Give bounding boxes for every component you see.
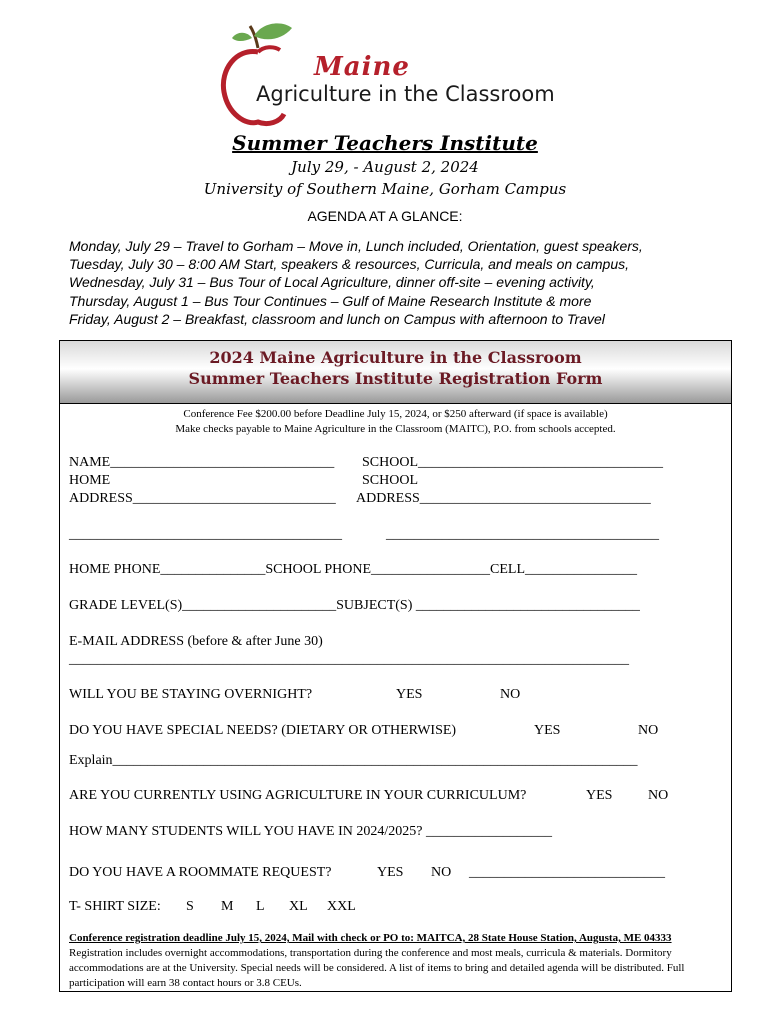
- roommate-yes[interactable]: YES: [377, 865, 404, 880]
- home-address-line[interactable]: _______________________________________: [69, 527, 342, 542]
- school-address-field[interactable]: ADDRESS_________________________________: [356, 491, 651, 506]
- page-title: Summer Teachers Institute: [232, 131, 538, 155]
- curriculum-no[interactable]: NO: [648, 788, 669, 803]
- size-m[interactable]: M: [221, 899, 234, 914]
- size-xl[interactable]: XL: [289, 899, 308, 914]
- agenda-label: AGENDA AT A GLANCE:: [307, 208, 463, 224]
- roommate-no[interactable]: NO: [431, 865, 452, 880]
- school-address-line[interactable]: _______________________________________: [386, 527, 659, 542]
- agenda-item: Monday, July 29 – Travel to Gorham – Move in, Lunch included, Orientation, guest speakers,: [69, 238, 643, 254]
- curriculum-yes[interactable]: YES: [586, 788, 613, 803]
- agenda-list: [69, 237, 719, 328]
- special-needs-question: DO YOU HAVE SPECIAL NEEDS? (DIETARY OR OTHERWISE): [69, 723, 457, 738]
- overnight-question: WILL YOU BE STAYING OVERNIGHT?: [69, 687, 313, 702]
- form-header: [60, 341, 731, 404]
- size-xxl[interactable]: XXL: [327, 899, 356, 914]
- registration-info: Registration includes overnight accommodations, transportation during the conference and most meals, curricula & materials. Dormitory accommodations are at the University. Special needs will be considered. A list of items to bring and detailed agenda will be distributed. Full participation will earn 38 contact hours or 3.8 CEUs.: [69, 947, 685, 989]
- logo-maine-text: Maine: [314, 52, 410, 82]
- phone-fields[interactable]: HOME PHONE_______________SCHOOL PHONE_________________CELL________________: [69, 562, 638, 577]
- special-needs-yes[interactable]: YES: [534, 723, 561, 738]
- form-subtitle: Summer Teachers Institute Registration Form: [188, 369, 603, 388]
- explain-field[interactable]: Explain___________________________________________________________________________: [69, 753, 638, 768]
- curriculum-question: ARE YOU CURRENTLY USING AGRICULTURE IN YOUR CURRICULUM?: [69, 788, 527, 803]
- maitc-logo: [218, 18, 558, 130]
- name-field[interactable]: NAME________________________________: [69, 455, 335, 470]
- agenda-item: Wednesday, July 31 – Bus Tour of Local Agriculture, dinner off-site – evening activity,: [69, 274, 595, 291]
- event-dates: July 29, - August 2, 2024: [291, 158, 479, 176]
- agenda-item: Thursday, August 1 – Bus Tour Continues – Gulf of Maine Research Institute & more: [69, 292, 592, 309]
- students-field[interactable]: HOW MANY STUDENTS WILL YOU HAVE IN 2024/2025? __________________: [69, 824, 552, 839]
- home-label: HOME: [69, 473, 111, 488]
- payment-text: Make checks payable to Maine Agriculture in the Classroom (MAITC), P.O. from schools accepted.: [175, 423, 616, 435]
- form-footer: [69, 931, 719, 991]
- logo-tagline: Agriculture in the Classroom: [256, 82, 555, 106]
- size-l[interactable]: L: [256, 899, 265, 914]
- roommate-field[interactable]: ____________________________: [469, 865, 665, 880]
- agenda-item: Friday, August 2 – Breakfast, classroom and lunch on Campus with afternoon to Travel: [69, 310, 605, 327]
- grade-subject-fields[interactable]: GRADE LEVEL(S)______________________SUBJECT(S) ________________________________: [69, 598, 640, 613]
- form-title: 2024 Maine Agriculture in the Classroom: [209, 348, 582, 367]
- school-field[interactable]: SCHOOL___________________________________: [362, 455, 664, 470]
- overnight-no[interactable]: NO: [500, 687, 521, 702]
- overnight-yes[interactable]: YES: [396, 687, 423, 702]
- email-field[interactable]: ________________________________________________________________________________: [69, 652, 629, 667]
- deadline-text: Conference registration deadline July 15, 2024, Mail with check or PO to: MAITCA, 28 State House Station, Augusta, ME 04333: [69, 932, 672, 944]
- agenda-item: Tuesday, July 30 – 8:00 AM Start, speakers & resources, Curricula, and meals on campus,: [69, 256, 629, 273]
- size-s[interactable]: S: [186, 899, 194, 914]
- tshirt-label: T- SHIRT SIZE:: [69, 899, 161, 914]
- special-needs-no[interactable]: NO: [638, 723, 659, 738]
- registration-form: [59, 340, 732, 992]
- fee-text: Conference Fee $200.00 before Deadline July 15, 2024, or $250 afterward (if space is available): [183, 408, 608, 420]
- home-address-field[interactable]: ADDRESS_____________________________: [69, 491, 336, 506]
- event-location: University of Southern Maine, Gorham Campus: [203, 180, 567, 198]
- school-label: SCHOOL: [362, 473, 419, 488]
- email-label: E-MAIL ADDRESS (before & after June 30): [69, 634, 323, 649]
- roommate-question: DO YOU HAVE A ROOMMATE REQUEST?: [69, 865, 332, 880]
